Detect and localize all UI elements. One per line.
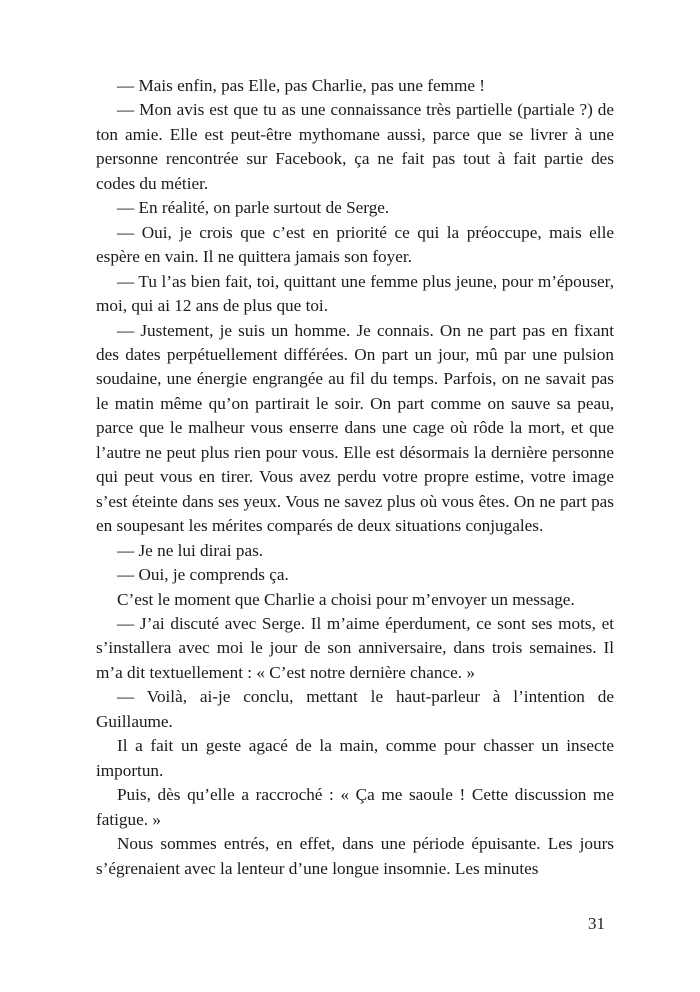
paragraph: — Mais enfin, pas Elle, pas Charlie, pas une femme ! [117,76,485,95]
paragraph: — Justement, je suis un homme. Je connais. On ne part pas en fixant des dates perpétuellement différées. On part un jour, mû par une pulsion soudaine, une énergie engrangée au fil du temps. Parfois, on ne savait pas le matin même qu’on partirait le soir. On part comme on sauve sa peau, parce que le malheur vous enserre dans une cage où rôde la mort, et que l’autre ne peut plus rien pour vous. Elle est désormais la dernière personne qui peut vous en tirer. Vous avez perdu votre propre estime, votre image s’est éteinte dans ses yeux. Vous ne savez plus où vous êtes. On ne part pas en soupesant les mérites comparés de deux situations conjugales. [96,320,614,536]
paragraph: — J’ai discuté avec Serge. Il m’aime éperdument, ce sont ses mots, et s’installera avec moi le jour de son anniversaire, dans trois semaines. Il m’a dit textuellement : « C’est notre dernière chance. » [96,613,614,682]
paragraph: Puis, dès qu’elle a raccroché : « Ça me saoule ! Cette discussion me fatigue. » [96,785,614,829]
page-number: 31 [588,914,605,933]
paragraph: — Oui, je crois que c’est en priorité ce qui la préoccupe, mais elle espère en vain. Il ne quittera jamais son foyer. [96,222,614,267]
paragraph: — Tu l’as bien fait, toi, quittant une femme plus jeune, pour m’épouser, moi, qui ai 12 ans de plus que toi. [96,271,614,316]
paragraph: — Mon avis est que tu as une connaissance très partielle (partiale ?) de ton amie. Elle est peut-être mythomane aussi, parce que se livrer à une personne rencontrée sur Facebook, ça ne fait pas tout à fait partie des codes du métier. [96,100,614,193]
paragraph: — Voilà, ai-je conclu, mettant le haut-parleur à l’intention de Guillaume. [96,687,614,731]
paragraph: C’est le moment que Charlie a choisi pour m’envoyer un message. [117,589,575,609]
paragraph: Il a fait un geste agacé de la main, comme pour chasser un insecte importun. [96,736,614,780]
paragraph: — En réalité, on parle surtout de Serge. [117,198,390,218]
paragraph: — Je ne lui dirai pas. [117,540,264,560]
paragraph: Nous sommes entrés, en effet, dans une période épuisante. Les jours s’égrenaient avec la lenteur d’une longue insomnie. Les minutes [96,834,614,878]
page-body [96,74,614,881]
paragraph: — Oui, je comprends ça. [117,565,289,585]
